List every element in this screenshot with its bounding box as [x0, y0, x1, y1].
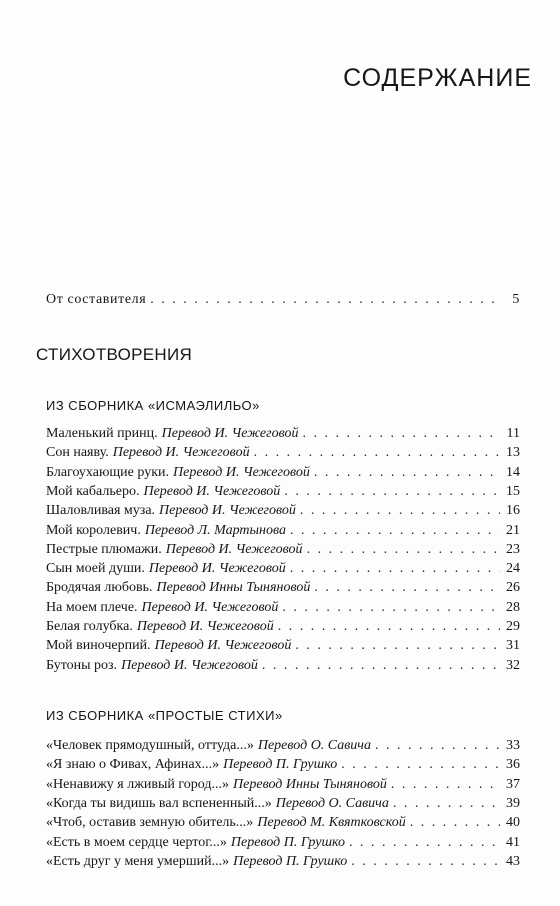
- leader-dots: [314, 578, 500, 598]
- page-number: 36: [506, 757, 520, 773]
- translator: Перевод Л. Мартынова: [144, 522, 286, 538]
- entry-label: [46, 559, 286, 579]
- page-number: 39: [506, 795, 520, 811]
- poem-title: Мой виночерпий.: [46, 638, 151, 654]
- toc-entry[interactable]: [46, 794, 520, 814]
- page-number: 13: [506, 445, 520, 461]
- entry-label: [46, 463, 310, 483]
- entry-label: [46, 775, 387, 795]
- poem-title: «Человек прямодушный, оттуда...»: [46, 738, 254, 753]
- entry-label: [46, 833, 345, 853]
- page-number: 24: [506, 561, 520, 577]
- poem-title: «Ненавижу я лживый город...»: [46, 776, 230, 792]
- page-number: 43: [506, 853, 520, 869]
- toc-entry[interactable]: [46, 656, 520, 676]
- poem-title: Белая голубка.: [46, 619, 133, 634]
- page-number: 41: [506, 834, 520, 850]
- leader-dots: [278, 617, 500, 637]
- poem-title: «Когда ты видишь вал вспененный...»: [46, 795, 272, 811]
- leader-dots: [410, 813, 500, 833]
- translator: Перевод И. Чежеговой: [148, 561, 286, 577]
- toc-entry[interactable]: [46, 540, 520, 560]
- leader-dots: [295, 636, 500, 656]
- page-number: 26: [506, 580, 520, 596]
- toc-entry[interactable]: [46, 636, 520, 656]
- toc-entry[interactable]: [46, 578, 520, 598]
- poem-title: Бутоны роз.: [46, 657, 118, 673]
- translator: Перевод И. Чежеговой: [143, 483, 281, 499]
- leader-dots: [341, 755, 500, 775]
- poem-title: Шаловливая муза.: [46, 503, 156, 519]
- translator: Перевод Инны Тыняновой: [233, 776, 387, 792]
- translator: Перевод И. Чежеговой: [136, 619, 274, 634]
- leader-dots: [284, 482, 500, 502]
- translator: Перевод М. Квятковской: [257, 815, 406, 831]
- page-number: 29: [506, 619, 520, 634]
- leader-dots: [262, 656, 500, 676]
- page-title: СОДЕРЖАНИЕ: [343, 64, 532, 92]
- translator: Перевод П. Грушко: [233, 853, 348, 869]
- page-number: 40: [506, 815, 520, 831]
- poem-title: «Есть в моем сердце чертог...»: [46, 834, 227, 850]
- poem-title: Бродячая любовь.: [46, 580, 153, 596]
- toc-entry[interactable]: [46, 813, 520, 833]
- translator: Перевод И. Чежеговой: [161, 426, 299, 441]
- toc-entry[interactable]: [46, 833, 520, 853]
- section-heading: СТИХОТВОРЕНИЯ: [36, 345, 193, 364]
- translator: Перевод И. Чежеговой: [165, 541, 303, 557]
- leader-dots: [300, 501, 500, 521]
- page-number: 16: [506, 503, 520, 519]
- preface-page: 5: [512, 292, 520, 307]
- preface-label: От составителя: [46, 292, 147, 307]
- poem-title: Мой кабальеро.: [46, 483, 140, 499]
- translator: Перевод О. Савича: [275, 795, 389, 811]
- toc-entry[interactable]: [46, 736, 520, 756]
- toc-entry[interactable]: [46, 617, 520, 637]
- translator: Перевод И. Чежеговой: [154, 638, 292, 654]
- entry-label: [46, 540, 303, 560]
- toc-entry[interactable]: [46, 755, 520, 775]
- entry-label: [46, 501, 296, 521]
- poem-title: «Есть друг у меня умерший...»: [46, 853, 230, 869]
- translator: Перевод И. Чежеговой: [121, 657, 258, 673]
- entry-label: [46, 578, 310, 598]
- entry-label: [46, 482, 280, 502]
- page-number: 28: [506, 599, 520, 615]
- page-number: 33: [506, 738, 520, 753]
- poem-title: Маленький принц.: [46, 426, 158, 441]
- leader-dots: [349, 833, 500, 853]
- leader-dots: [307, 540, 500, 560]
- poem-title: Благоухающие руки.: [46, 464, 169, 480]
- subsection-heading: ИЗ СБОРНИКА «ПРОСТЫЕ СТИХИ»: [46, 708, 283, 723]
- toc-entry[interactable]: [46, 482, 520, 502]
- page-number: 37: [506, 776, 520, 792]
- entry-label: [46, 424, 298, 444]
- translator: Перевод П. Грушко: [223, 757, 338, 773]
- poem-title: Пестрые плюмажи.: [46, 541, 162, 557]
- toc-entry[interactable]: [46, 501, 520, 521]
- page-number: 14: [506, 464, 520, 480]
- toc-entry[interactable]: [46, 521, 520, 541]
- poem-title: Сон наяву.: [46, 445, 109, 461]
- page-number: 11: [506, 426, 520, 441]
- leader-dots: [351, 852, 500, 872]
- toc-entry[interactable]: [46, 424, 520, 444]
- entry-label: [46, 636, 291, 656]
- entry-label: [46, 656, 258, 676]
- entry-label: [46, 617, 274, 637]
- translator: Перевод О. Савича: [257, 738, 371, 753]
- toc-entry[interactable]: [46, 443, 520, 463]
- poem-title: Мой королевич.: [46, 522, 141, 538]
- toc-entry[interactable]: [46, 559, 520, 579]
- entry-label: [46, 794, 389, 814]
- page-number: 15: [506, 483, 520, 499]
- leader-dots: [282, 598, 500, 618]
- entry-label: [46, 852, 347, 872]
- translator: Перевод П. Грушко: [230, 834, 346, 850]
- leader-dots: [391, 775, 500, 795]
- entry-label: [46, 755, 337, 775]
- entry-label: [46, 443, 250, 463]
- translator: Перевод И. Чежеговой: [173, 464, 310, 480]
- leader-dots: [314, 463, 500, 483]
- page-number: 23: [506, 541, 520, 557]
- translator: Перевод Инны Тыняновой: [156, 580, 311, 596]
- poem-title: «Я знаю о Фивах, Афинах...»: [46, 757, 220, 773]
- toc-entry[interactable]: [46, 598, 520, 618]
- translator: Перевод И. Чежеговой: [141, 599, 279, 615]
- entry-label: [46, 598, 278, 618]
- leader-dots: [393, 794, 500, 814]
- entry-label: [46, 521, 286, 541]
- leader-dots: [302, 424, 500, 444]
- toc-entry[interactable]: [46, 775, 520, 795]
- entry-label: [46, 736, 371, 756]
- leader-dots: [290, 559, 500, 579]
- poem-title: «Чтоб, оставив земную обитель...»: [46, 815, 254, 831]
- poem-title: Сын моей души.: [46, 561, 145, 577]
- entry-label: [46, 813, 406, 833]
- leader-dots: [290, 521, 500, 541]
- page-number: 21: [506, 522, 520, 538]
- leader-dots: [150, 290, 500, 310]
- translator: Перевод И. Чежеговой: [159, 503, 296, 519]
- preface-entry[interactable]: [46, 290, 520, 310]
- leader-dots: [375, 736, 500, 756]
- page-number: 32: [506, 657, 520, 673]
- poem-title: На моем плече.: [46, 599, 138, 615]
- translator: Перевод И. Чежеговой: [112, 445, 250, 461]
- page-number: 31: [506, 638, 520, 654]
- leader-dots: [254, 443, 500, 463]
- toc-entry[interactable]: [46, 463, 520, 483]
- subsection-heading: ИЗ СБОРНИКА «ИСМАЭЛИЛЬО»: [46, 398, 260, 413]
- toc-entry[interactable]: [46, 852, 520, 872]
